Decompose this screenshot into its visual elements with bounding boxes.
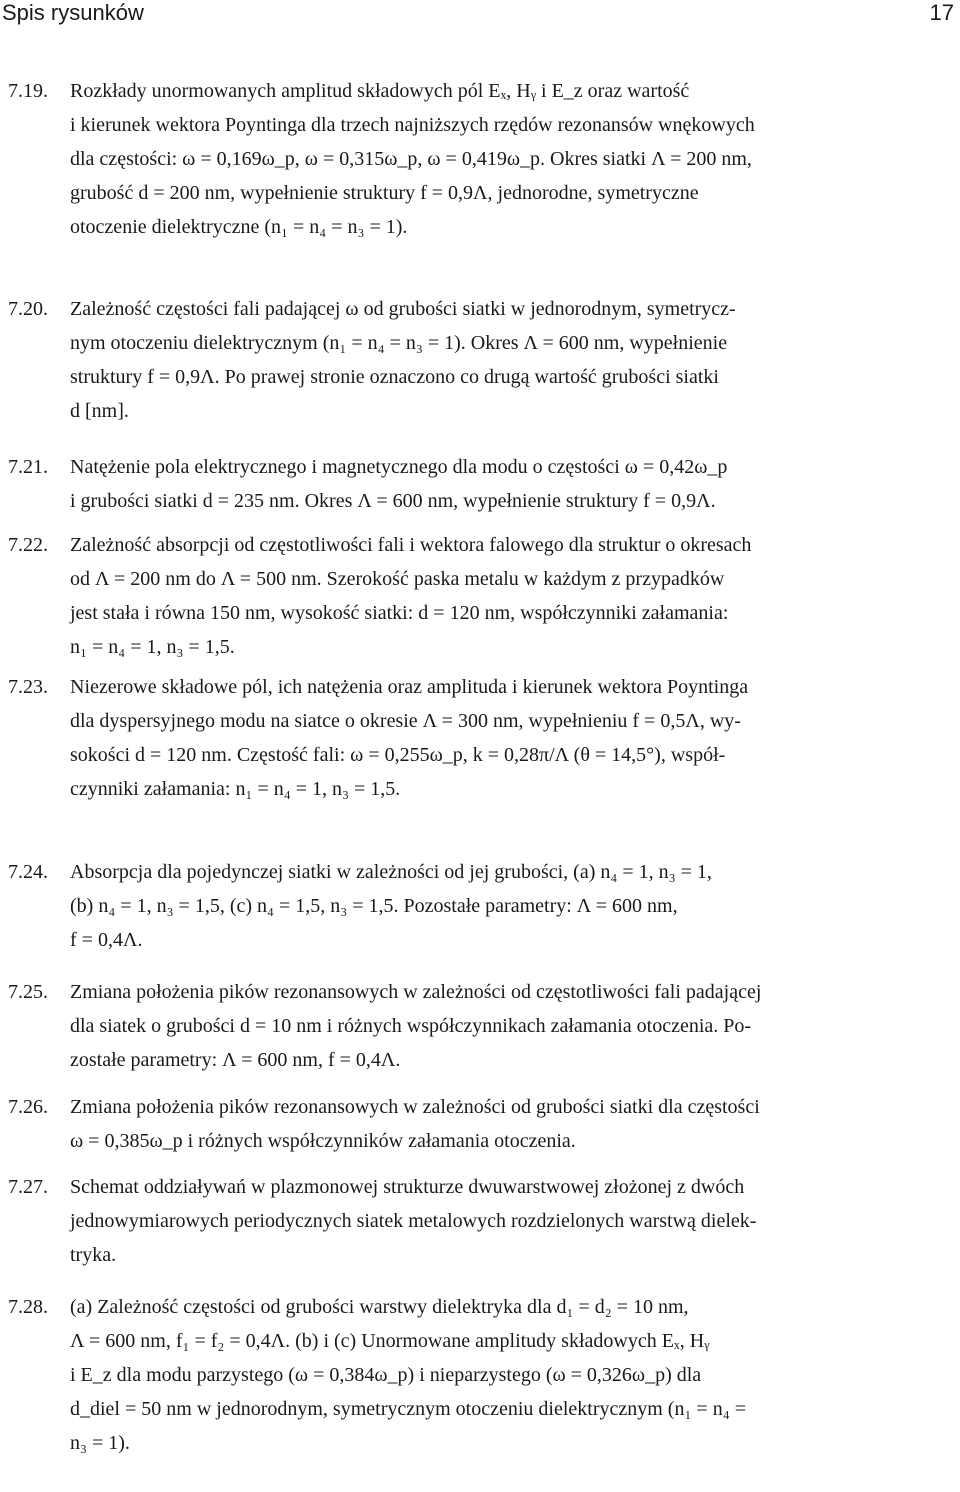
caption-line: dla dyspersyjnego modu na siatce o okresie Λ = 300 nm, wypełnieniu f = 0,5Λ, wy- (70, 710, 741, 732)
caption-line: Schemat oddziaływań w plazmonowej strukturze dwuwarstwowej złożonej z dwóch (70, 1176, 745, 1198)
figure-number: 7.28. (8, 1296, 48, 1318)
caption-line: (b) n₄ = 1, n₃ = 1,5, (c) n₄ = 1,5, n₃ = 1,5. Pozostałe parametry: Λ = 600 nm, (70, 895, 678, 917)
caption-line: Absorpcja dla pojedynczej siatki w zależności od jej grubości, (a) n₄ = 1, n₃ = 1, (70, 861, 712, 883)
caption-line: otoczenie dielektryczne (n₁ = n₄ = n₃ = 1). (70, 216, 408, 238)
caption-line: d [nm]. (70, 400, 129, 422)
caption-line: zostałe parametry: Λ = 600 nm, f = 0,4Λ. (70, 1049, 401, 1071)
figure-caption (70, 975, 960, 1077)
caption-line: f = 0,4Λ. (70, 929, 143, 951)
caption-line: grubość d = 200 nm, wypełnienie struktury f = 0,9Λ, jednorodne, symetryczne (70, 182, 699, 204)
figure-number: 7.19. (8, 80, 48, 102)
caption-line: od Λ = 200 nm do Λ = 500 nm. Szerokość paska metalu w każdym z przypadków (70, 568, 725, 590)
figure-number: 7.21. (8, 456, 48, 478)
caption-line: Zmiana położenia pików rezonansowych w zależności od grubości siatki dla częstości (70, 1096, 760, 1118)
caption-line: nym otoczeniu dielektrycznym (n₁ = n₄ = n₃ = 1). Okres Λ = 600 nm, wypełnienie (70, 332, 728, 354)
figure-number: 7.22. (8, 534, 48, 556)
caption-line: n₁ = n₄ = 1, n₃ = 1,5. (70, 636, 235, 658)
figure-number: 7.25. (8, 981, 48, 1003)
figure-caption (70, 74, 960, 244)
page-header (0, 0, 960, 30)
figure-number: 7.20. (8, 298, 48, 320)
caption-line: struktury f = 0,9Λ. Po prawej stronie oznaczono co drugą wartość grubości siatki (70, 366, 719, 388)
figure-number: 7.24. (8, 861, 48, 883)
caption-line: Zależność częstości fali padającej ω od grubości siatki w jednorodnym, symetrycz- (70, 298, 736, 320)
caption-line: tryka. (70, 1244, 117, 1266)
caption-line: jednowymiarowych periodycznych siatek metalowych rozdzielonych warstwą dielek- (70, 1210, 757, 1232)
page-number: 17 (929, 0, 954, 25)
caption-line: Rozkłady unormowanych amplitud składowych pól Eₓ, Hᵧ i E_z oraz wartość (70, 80, 690, 102)
caption-line: jest stała i równa 150 nm, wysokość siatki: d = 120 nm, współczynniki załamania: (70, 602, 729, 624)
caption-line: i grubości siatki d = 235 nm. Okres Λ = 600 nm, wypełnienie struktury f = 0,9Λ. (70, 490, 716, 512)
figure-caption (70, 855, 960, 957)
caption-line: ω = 0,385ω_p i różnych współczynników załamania otoczenia. (70, 1130, 576, 1152)
caption-line: Natężenie pola elektrycznego i magnetycznego dla modu o częstości ω = 0,42ω_p (70, 456, 728, 478)
section-title: Spis rysunków (2, 0, 144, 25)
caption-line: Zmiana położenia pików rezonansowych w zależności od częstotliwości fali padającej (70, 981, 762, 1003)
figure-number: 7.26. (8, 1096, 48, 1118)
caption-line: Niezerowe składowe pól, ich natężenia oraz amplituda i kierunek wektora Poyntinga (70, 676, 749, 698)
caption-line: Λ = 600 nm, f₁ = f₂ = 0,4Λ. (b) i (c) Unormowane amplitudy składowych Eₓ, Hᵧ (70, 1330, 710, 1352)
caption-line: n₃ = 1). (70, 1432, 130, 1454)
caption-line: czynniki załamania: n₁ = n₄ = 1, n₃ = 1,5. (70, 778, 401, 800)
figure-caption (70, 292, 960, 428)
caption-line: dla siatek o grubości d = 10 nm i różnych współczynnikach załamania otoczenia. Po- (70, 1015, 752, 1037)
figure-number: 7.23. (8, 676, 48, 698)
caption-line: d_diel = 50 nm w jednorodnym, symetrycznym otoczeniu dielektrycznym (n₁ = n₄ = (70, 1398, 746, 1420)
figure-caption (70, 450, 960, 518)
caption-line: i E_z dla modu parzystego (ω = 0,384ω_p) i nieparzystego (ω = 0,326ω_p) dla (70, 1364, 702, 1386)
figure-caption (70, 1170, 960, 1272)
caption-line: Zależność absorpcji od częstotliwości fali i wektora falowego dla struktur o okresach (70, 534, 752, 556)
caption-line: sokości d = 120 nm. Częstość fali: ω = 0,255ω_p, k = 0,28π/Λ (θ = 14,5°), współ- (70, 744, 726, 766)
caption-line: dla częstości: ω = 0,169ω_p, ω = 0,315ω_p, ω = 0,419ω_p. Okres siatki Λ = 200 nm, (70, 148, 752, 170)
caption-line: i kierunek wektora Poyntinga dla trzech najniższych rzędów rezonansów wnękowych (70, 114, 755, 136)
caption-line: (a) Zależność częstości od grubości warstwy dielektryka dla d₁ = d₂ = 10 nm, (70, 1296, 689, 1318)
figure-caption (70, 1090, 960, 1158)
figure-caption (70, 670, 960, 806)
figure-number: 7.27. (8, 1176, 48, 1198)
figure-caption (70, 528, 960, 664)
figure-caption (70, 1290, 960, 1460)
